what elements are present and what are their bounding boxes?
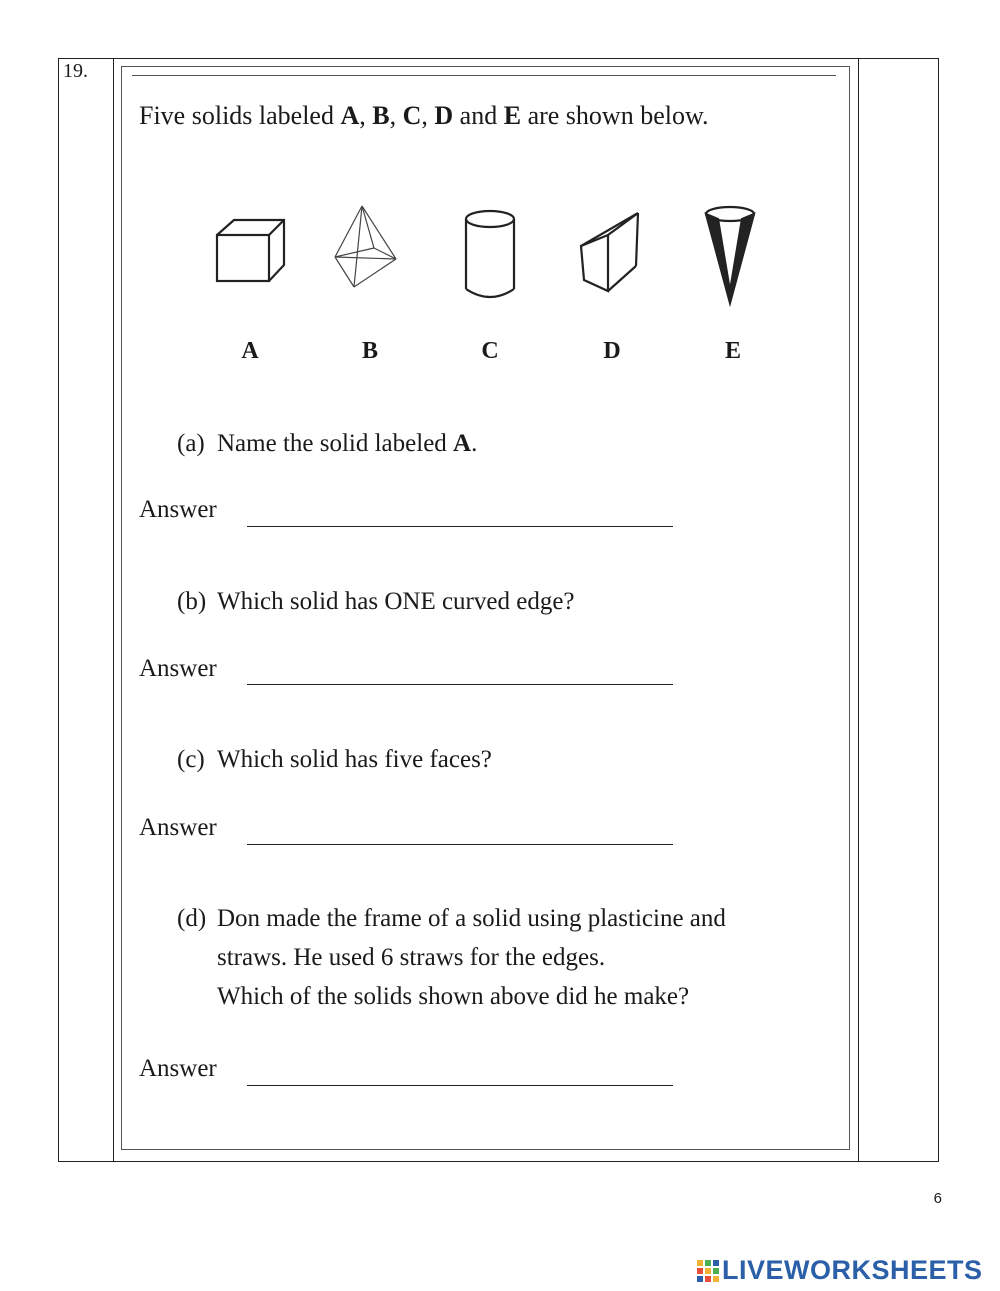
answer-line-d[interactable] [247,1085,673,1086]
answer-line-a[interactable] [247,526,673,527]
top-rule [132,75,836,76]
question-d: (d) Don made the frame of a solid using plasticine and [177,905,726,932]
solid-label-e: E [724,338,741,364]
answer-label-d: Answer [139,1055,217,1082]
solid-label-c: C [481,338,499,364]
cube-icon [212,215,288,287]
prism-icon [578,208,644,300]
pyramid-icon [332,203,400,293]
answer-line-b[interactable] [247,684,673,685]
question-d-line3: Which of the solids shown above did he make? [217,983,690,1010]
liveworksheets-logo-icon [697,1260,719,1282]
question-c: (c) Which solid has five faces? [177,746,492,773]
question-b: (b) Which solid has ONE curved edge? [177,588,575,615]
intro-text: Five solids labeled A, B, C, D and E are shown below. [139,101,709,130]
answer-line-c[interactable] [247,844,673,845]
solid-label-a: A [241,338,259,364]
answer-label-b: Answer [139,655,217,682]
brand-name: LIVEWORKSHEETS [722,1255,983,1285]
cylinder-icon [462,207,520,303]
solid-label-b: B [361,338,378,364]
brand-logo[interactable] [697,1255,983,1286]
question-d-line2: straws. He used 6 straws for the edges. [217,944,606,971]
answer-label-a: Answer [139,496,217,523]
solid-label-d: D [603,338,621,364]
question-a: (a) Name the solid labeled A. [177,430,478,457]
question-number: 19. [63,60,88,82]
cone-icon [702,203,762,307]
page-number: 6 [933,1190,942,1207]
table-divider [113,58,114,1162]
table-divider [858,58,859,1162]
answer-label-c: Answer [139,814,217,841]
